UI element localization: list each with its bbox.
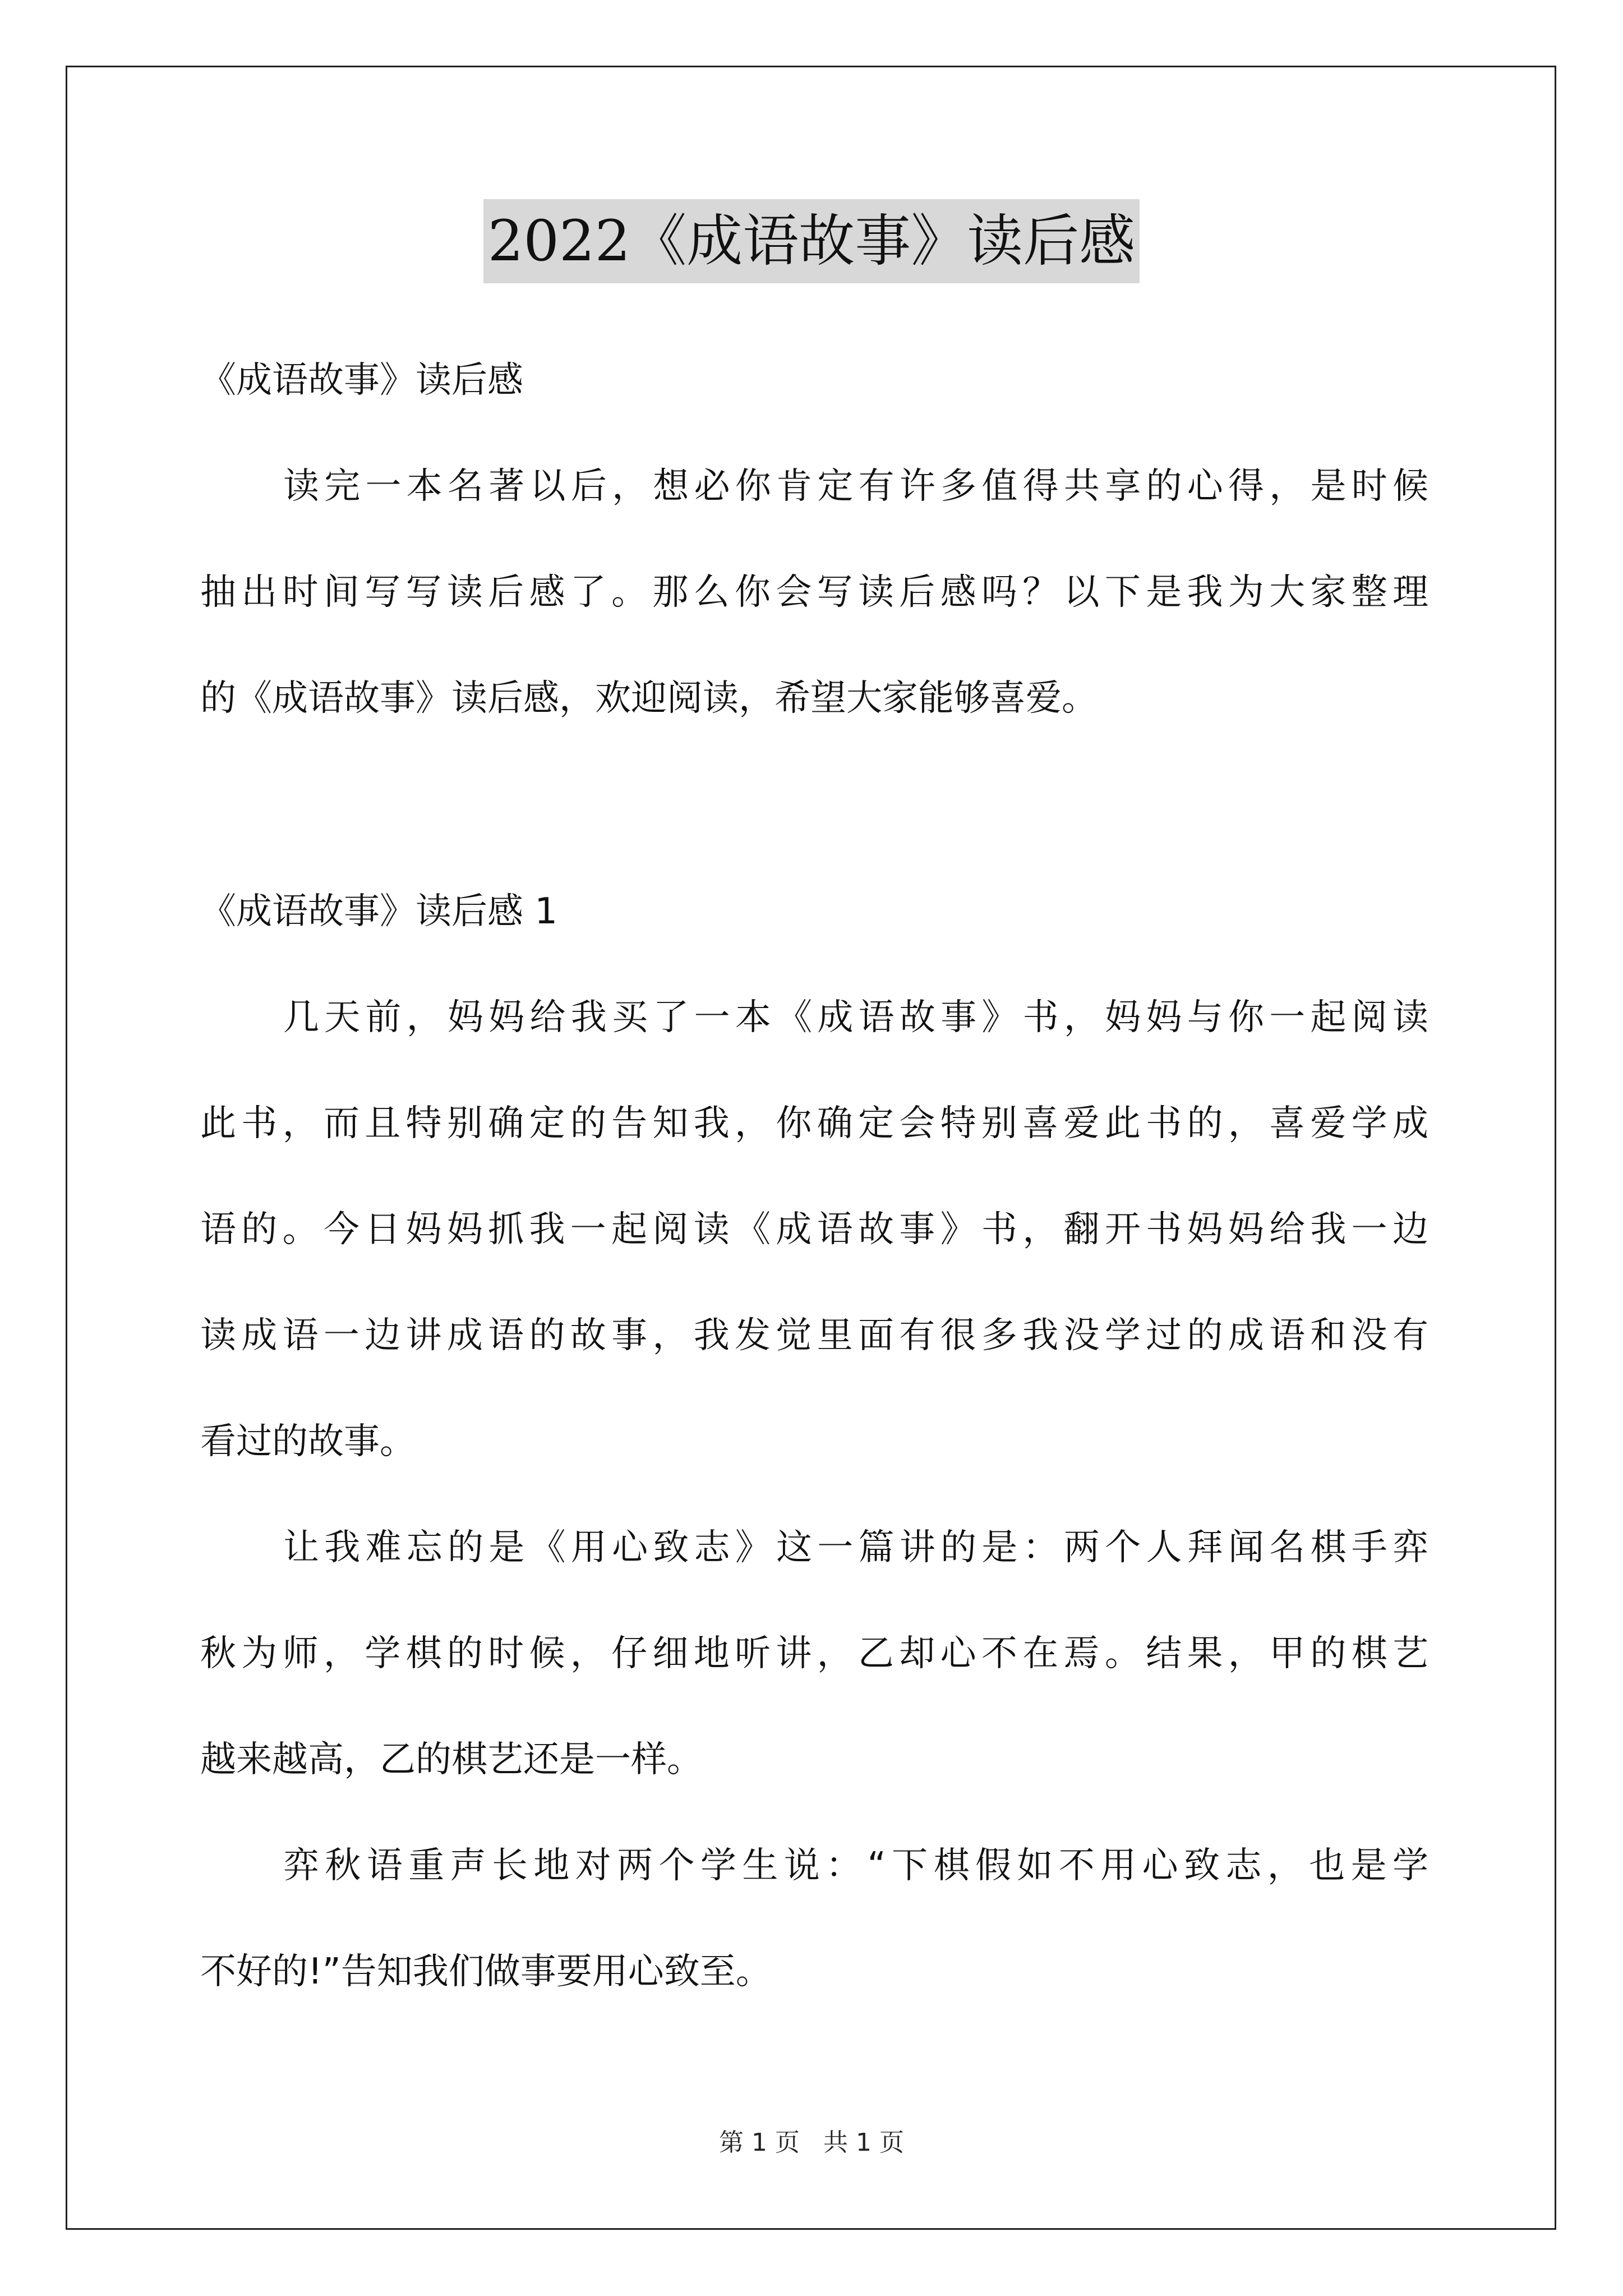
para2-line-3: 越来越高，乙的棋艺还是一样。 [200, 1739, 703, 1780]
para2-line-2: 秋为师，学棋的时候，仔细地听讲，乙却心不在焉。结果，甲的棋艺 [200, 1633, 1428, 1674]
para3-line-1: 弈秋语重声长地对两个学生说：“下棋假如不用心致志，也是学 [283, 1845, 1428, 1887]
para1-line-4: 读成语一边讲成语的故事，我发觉里面有很多我没学过的成语和没有 [200, 1315, 1428, 1356]
para1-line-2: 此书，而且特别确定的告知我，你确定会特别喜爱此书的，喜爱学成 [200, 1103, 1428, 1144]
para1-line-3: 语的。今日妈妈抓我一起阅读《成语故事》书，翻开书妈妈给我一边 [200, 1209, 1428, 1250]
para1-line-5: 看过的故事。 [200, 1421, 416, 1462]
intro-heading: 《成语故事》读后感 [200, 360, 523, 401]
page-total: 共 1 页 [823, 2128, 904, 2157]
intro-line-2: 抽出时间写写读后感了。那么你会写读后感吗？以下是我为大家整理 [200, 572, 1428, 613]
para2-line-1: 让我难忘的是《用心致志》这一篇讲的是：两个人拜闻名棋手弈 [283, 1527, 1428, 1568]
title-container [0, 199, 1623, 283]
para3-line-2: 不好的!”告知我们做事要用心致至。 [200, 1951, 772, 1993]
para1-line-1: 几天前，妈妈给我买了一本《成语故事》书，妈妈与你一起阅读 [283, 997, 1428, 1038]
page-number: 第 1 页 [719, 2128, 800, 2157]
section-heading-1: 《成语故事》读后感 1 [200, 891, 558, 932]
document-title: 2022《成语故事》读后感 [483, 199, 1140, 283]
intro-line-3: 的《成语故事》读后感，欢迎阅读，希望大家能够喜爱。 [200, 678, 1098, 719]
page-footer [0, 2126, 1623, 2160]
intro-line-1: 读完一本名著以后，想必你肯定有许多值得共享的心得，是时候 [283, 466, 1428, 507]
